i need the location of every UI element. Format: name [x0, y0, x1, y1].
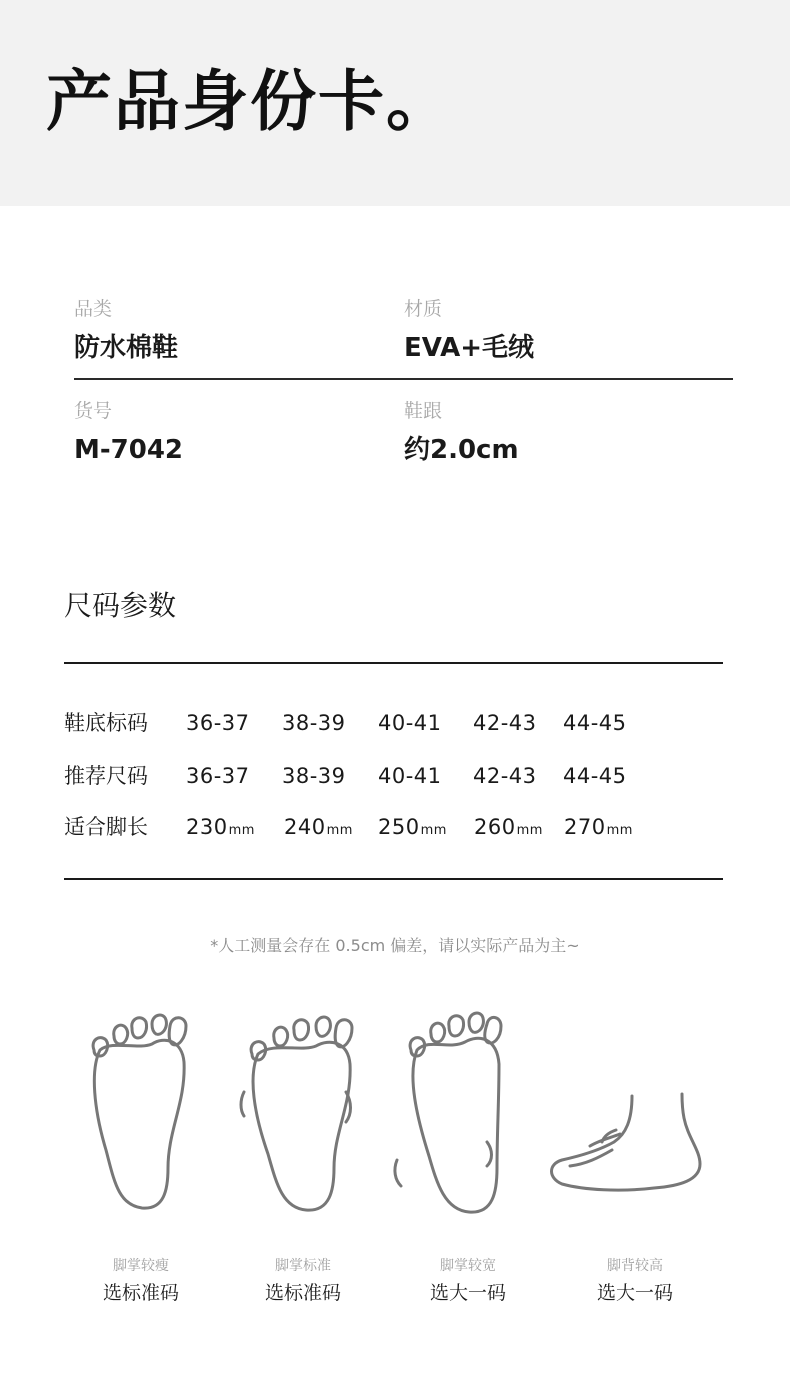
- spec-category-value: 防水棉鞋: [74, 333, 179, 363]
- foot-caption: [383, 1256, 553, 1306]
- foot-guide-narrow: [56, 1010, 226, 1304]
- foot-length-value: 250: [378, 815, 420, 839]
- spec-heel-value: 约2.0cm: [404, 435, 519, 465]
- unit-label: mm: [228, 823, 255, 838]
- foot-guide-wide: [383, 1010, 553, 1304]
- foot-type-label: 脚掌标准: [275, 1258, 331, 1274]
- spec-material-value: EVA+毛绒: [404, 333, 535, 363]
- foot-guide-standard: [218, 1010, 388, 1304]
- size-cell: 40-41: [378, 711, 442, 735]
- page-title: 产品身份卡。: [46, 63, 454, 140]
- unit-label: mm: [326, 823, 353, 838]
- foot-length-value: 240: [284, 815, 326, 839]
- size-cell: [474, 812, 543, 846]
- row-label: 鞋底标码: [64, 711, 148, 735]
- foot-length-value: 260: [474, 815, 516, 839]
- size-cell: 38-39: [282, 711, 346, 735]
- size-cell: [186, 812, 255, 846]
- size-cell: [564, 812, 633, 846]
- wide-foot-icon: [383, 1010, 553, 1230]
- spec-heel-label: 鞋跟: [404, 400, 443, 422]
- spec-material: [404, 297, 534, 365]
- size-cell: 40-41: [378, 764, 442, 788]
- spec-heel: [404, 399, 519, 467]
- foot-advice: 选标准码: [102, 1282, 179, 1304]
- foot-advice: 选大一码: [429, 1282, 506, 1304]
- size-cell: 44-45: [563, 764, 627, 788]
- size-cell: 42-43: [473, 711, 537, 735]
- size-cell: [284, 812, 353, 846]
- standard-foot-icon: [218, 1010, 388, 1230]
- size-row-recommended: [64, 761, 723, 791]
- foot-caption: [56, 1256, 226, 1306]
- unit-label: mm: [606, 823, 633, 838]
- spec-item-no: [74, 399, 183, 467]
- narrow-foot-icon: [56, 1010, 226, 1230]
- size-table-top-rule: [64, 662, 723, 664]
- spec-divider: [74, 378, 733, 380]
- foot-type-label: 脚掌较瘦: [113, 1258, 169, 1274]
- measurement-note: *人工测量会存在 0.5cm 偏差，请以实际产品为主~: [210, 936, 580, 955]
- spec-category: [74, 297, 178, 365]
- spec-item-no-label: 货号: [74, 400, 113, 422]
- high-instep-foot-icon: [550, 1010, 720, 1230]
- foot-advice: 选标准码: [264, 1282, 341, 1304]
- foot-length-value: 230: [186, 815, 228, 839]
- size-cell: 44-45: [563, 711, 627, 735]
- size-table-title: 尺码参数: [64, 589, 177, 622]
- size-row-sole-code: [64, 708, 723, 738]
- foot-caption: [218, 1256, 388, 1306]
- unit-label: mm: [516, 823, 543, 838]
- foot-advice: 选大一码: [596, 1282, 673, 1304]
- foot-length-value: 270: [564, 815, 606, 839]
- size-cell: [378, 812, 447, 846]
- size-cell: 38-39: [282, 764, 346, 788]
- size-cell: 36-37: [186, 764, 250, 788]
- spec-category-label: 品类: [74, 298, 113, 320]
- header-banner: [0, 0, 790, 206]
- foot-guide-high-instep: [550, 1010, 720, 1304]
- size-cell: 42-43: [473, 764, 537, 788]
- unit-label: mm: [420, 823, 447, 838]
- size-cell: 36-37: [186, 711, 250, 735]
- spec-material-label: 材质: [404, 298, 443, 320]
- spec-item-no-value: M-7042: [74, 435, 184, 465]
- size-table-bottom-rule: [64, 878, 723, 880]
- foot-type-label: 脚背较高: [607, 1258, 663, 1274]
- size-row-foot-length: [64, 812, 723, 842]
- foot-caption: [550, 1256, 720, 1306]
- row-label: 推荐尺码: [64, 764, 148, 788]
- foot-type-label: 脚掌较宽: [440, 1258, 496, 1274]
- row-label: 适合脚长: [64, 815, 148, 839]
